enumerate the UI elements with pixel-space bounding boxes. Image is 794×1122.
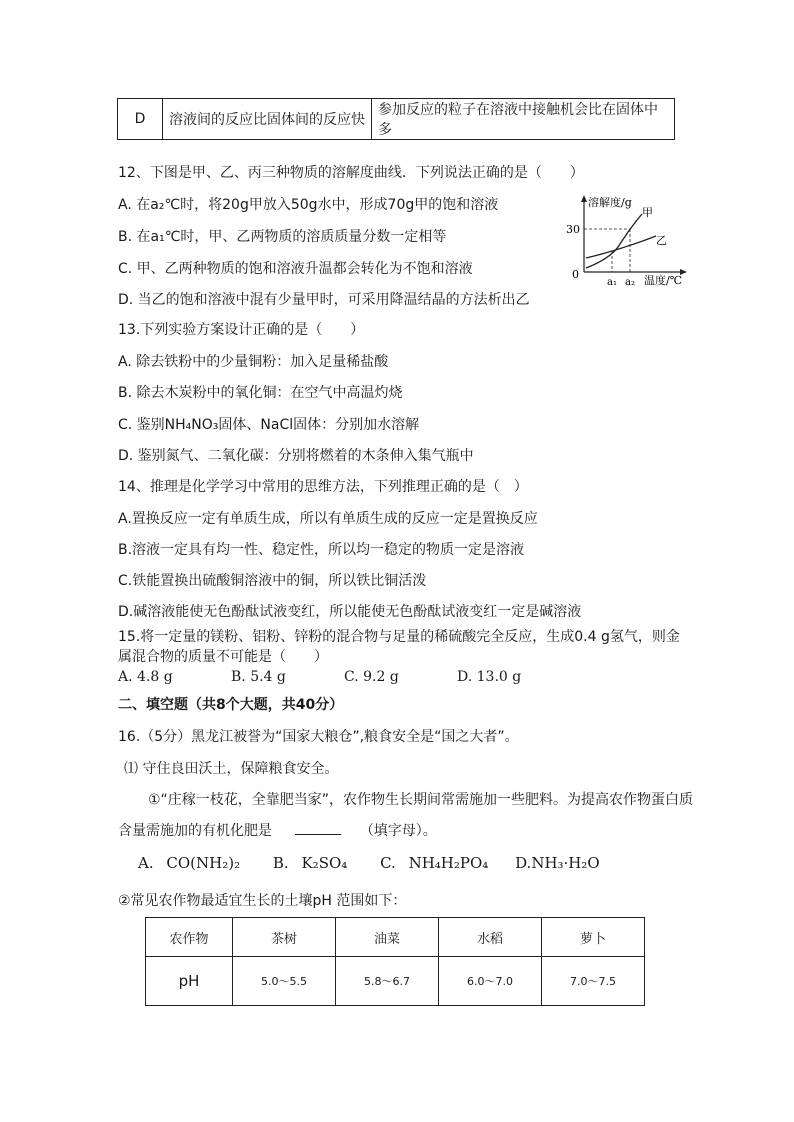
table-row bbox=[118, 99, 675, 140]
section-title: 二、填空题（共8个大题，共40分） bbox=[118, 697, 344, 713]
origin-label: 0 bbox=[572, 268, 579, 281]
answer-table bbox=[117, 98, 675, 140]
q15-option-a: A. 4.8 g bbox=[118, 669, 173, 685]
q14-stem: 14、推理是化学学习中常用的思维方法，下列推理正确的是（ ） bbox=[118, 479, 528, 495]
ph-cell: 5.0～5.5 bbox=[233, 957, 336, 1006]
curve-yi bbox=[586, 236, 656, 258]
q15-stem-line2: 属混合物的质量不可能是（ ） bbox=[118, 649, 328, 665]
y-tick-label: 30 bbox=[566, 223, 580, 236]
q12-stem: 12、下图是甲、乙、丙三种物质的溶解度曲线．下列说法正确的是（ ） bbox=[118, 165, 584, 181]
y-axis-arrow bbox=[581, 195, 587, 202]
fert-formula-c: NH₄H₂PO₄ bbox=[408, 854, 489, 872]
fert-label-c: C. bbox=[380, 854, 396, 872]
q16-item1-prefix: 含量需施加的有机化肥是 bbox=[118, 823, 272, 839]
q16-item1-line2 bbox=[118, 820, 437, 840]
q16-item1-suffix: （填字母）。 bbox=[359, 823, 437, 839]
q16-sub1: ⑴ 守住良田沃土，保障粮食安全。 bbox=[124, 761, 339, 777]
q12-option-a: A. 在a₂℃时，将20g甲放入50g水中，形成70g甲的饱和溶液 bbox=[118, 197, 499, 213]
ph-cell: 5.8～6.7 bbox=[336, 957, 439, 1006]
q13-option-d: D. 鉴别氮气、二氧化碳：分别将燃着的木条伸入集气瓶中 bbox=[118, 448, 474, 464]
explanation-cell: 参加反应的粒子在溶液中接触机会比在固体中多 bbox=[372, 99, 675, 140]
fert-label-a: A. bbox=[138, 854, 154, 872]
fert-formula-b: K₂SO₄ bbox=[301, 854, 348, 872]
fert-formula-a: CO(NH₂)₂ bbox=[166, 854, 241, 872]
table-row bbox=[146, 957, 645, 1006]
q12-option-c: C. 甲、乙两种物质的饱和溶液升温都会转化为不饱和溶液 bbox=[118, 261, 473, 277]
x-tick-a1: a₁ bbox=[607, 277, 617, 288]
header-cell-crop: 农作物 bbox=[146, 918, 233, 957]
solubility-chart bbox=[560, 192, 692, 288]
fertilizer-options bbox=[138, 854, 600, 872]
header-cell: 茶树 bbox=[233, 918, 336, 957]
q13-option-b: B. 除去木炭粉中的氧化铜：在空气中高温灼烧 bbox=[118, 385, 403, 401]
curve-jia bbox=[586, 214, 642, 268]
q15-option-c: C. 9.2 g bbox=[344, 669, 399, 685]
q14-option-b: B.溶液一定具有均一性、稳定性，所以均一稳定的物质一定是溶液 bbox=[118, 542, 525, 558]
q16-item2: ②常见农作物最适宜生长的土壤pH 范围如下： bbox=[118, 893, 407, 909]
fert-label-b: B. bbox=[272, 854, 289, 872]
q12-option-b: B. 在a₁℃时，甲、乙两物质的溶质质量分数一定相等 bbox=[118, 229, 447, 245]
q16-item1-line1: ①“庄稼一枝花，全靠肥当家”，农作物生长期间常需施加一些肥料。为提高农作物蛋白质 bbox=[148, 792, 694, 808]
ph-table bbox=[145, 917, 645, 1006]
row-label-ph: pH bbox=[146, 957, 233, 1006]
fert-option-d: D.NH₃·H₂O bbox=[515, 854, 600, 872]
q13-option-a: A. 除去铁粉中的少量铜粉：加入足量稀盐酸 bbox=[118, 354, 389, 370]
q14-option-d: D.碱溶液能使无色酚酞试液变红，所以能使无色酚酞试液变红一定是碱溶液 bbox=[118, 604, 582, 620]
q14-option-c: C.铁能置换出硫酸铜溶液中的铜，所以铁比铜活泼 bbox=[118, 573, 427, 589]
table-row bbox=[146, 918, 645, 957]
answer-blank[interactable] bbox=[295, 822, 341, 835]
ph-cell: 7.0～7.5 bbox=[542, 957, 645, 1006]
q14-option-a: A.置换反应一定有单质生成，所以有单质生成的反应一定是置换反应 bbox=[118, 511, 538, 527]
header-cell: 萝卜 bbox=[542, 918, 645, 957]
series-label-yi: 乙 bbox=[656, 234, 667, 247]
q15-option-b: B. 5.4 g bbox=[231, 669, 286, 685]
phenomenon-cell: 溶液间的反应比固体间的反应快 bbox=[163, 99, 372, 140]
q13-stem: 13.下列实验方案设计正确的是（ ） bbox=[118, 322, 365, 338]
q15-option-d: D. 13.0 g bbox=[457, 669, 522, 685]
header-cell: 水稻 bbox=[439, 918, 542, 957]
header-cell: 油菜 bbox=[336, 918, 439, 957]
x-axis-label: 温度/℃ bbox=[644, 274, 683, 287]
series-label-jia: 甲 bbox=[642, 206, 653, 219]
option-cell: D bbox=[118, 99, 163, 140]
q13-option-c: C. 鉴别NH₄NO₃固体、NaCl固体：分别加水溶解 bbox=[118, 417, 420, 433]
ph-cell: 6.0～7.0 bbox=[439, 957, 542, 1006]
q15-stem-line1: 15.将一定量的镁粉、铝粉、锌粉的混合物与足量的稀硫酸完全反应，生成0.4 g氢气，则金 bbox=[118, 629, 680, 645]
q16-stem: 16.（5分）黑龙江被誉为“国家大粮仓”,粮食安全是“国之大者”。 bbox=[118, 729, 519, 745]
y-axis-label: 溶解度/g bbox=[588, 196, 632, 209]
x-tick-a2: a₂ bbox=[625, 277, 635, 288]
q12-option-d: D. 当乙的饱和溶液中混有少量甲时，可采用降温结晶的方法析出乙 bbox=[118, 292, 530, 308]
